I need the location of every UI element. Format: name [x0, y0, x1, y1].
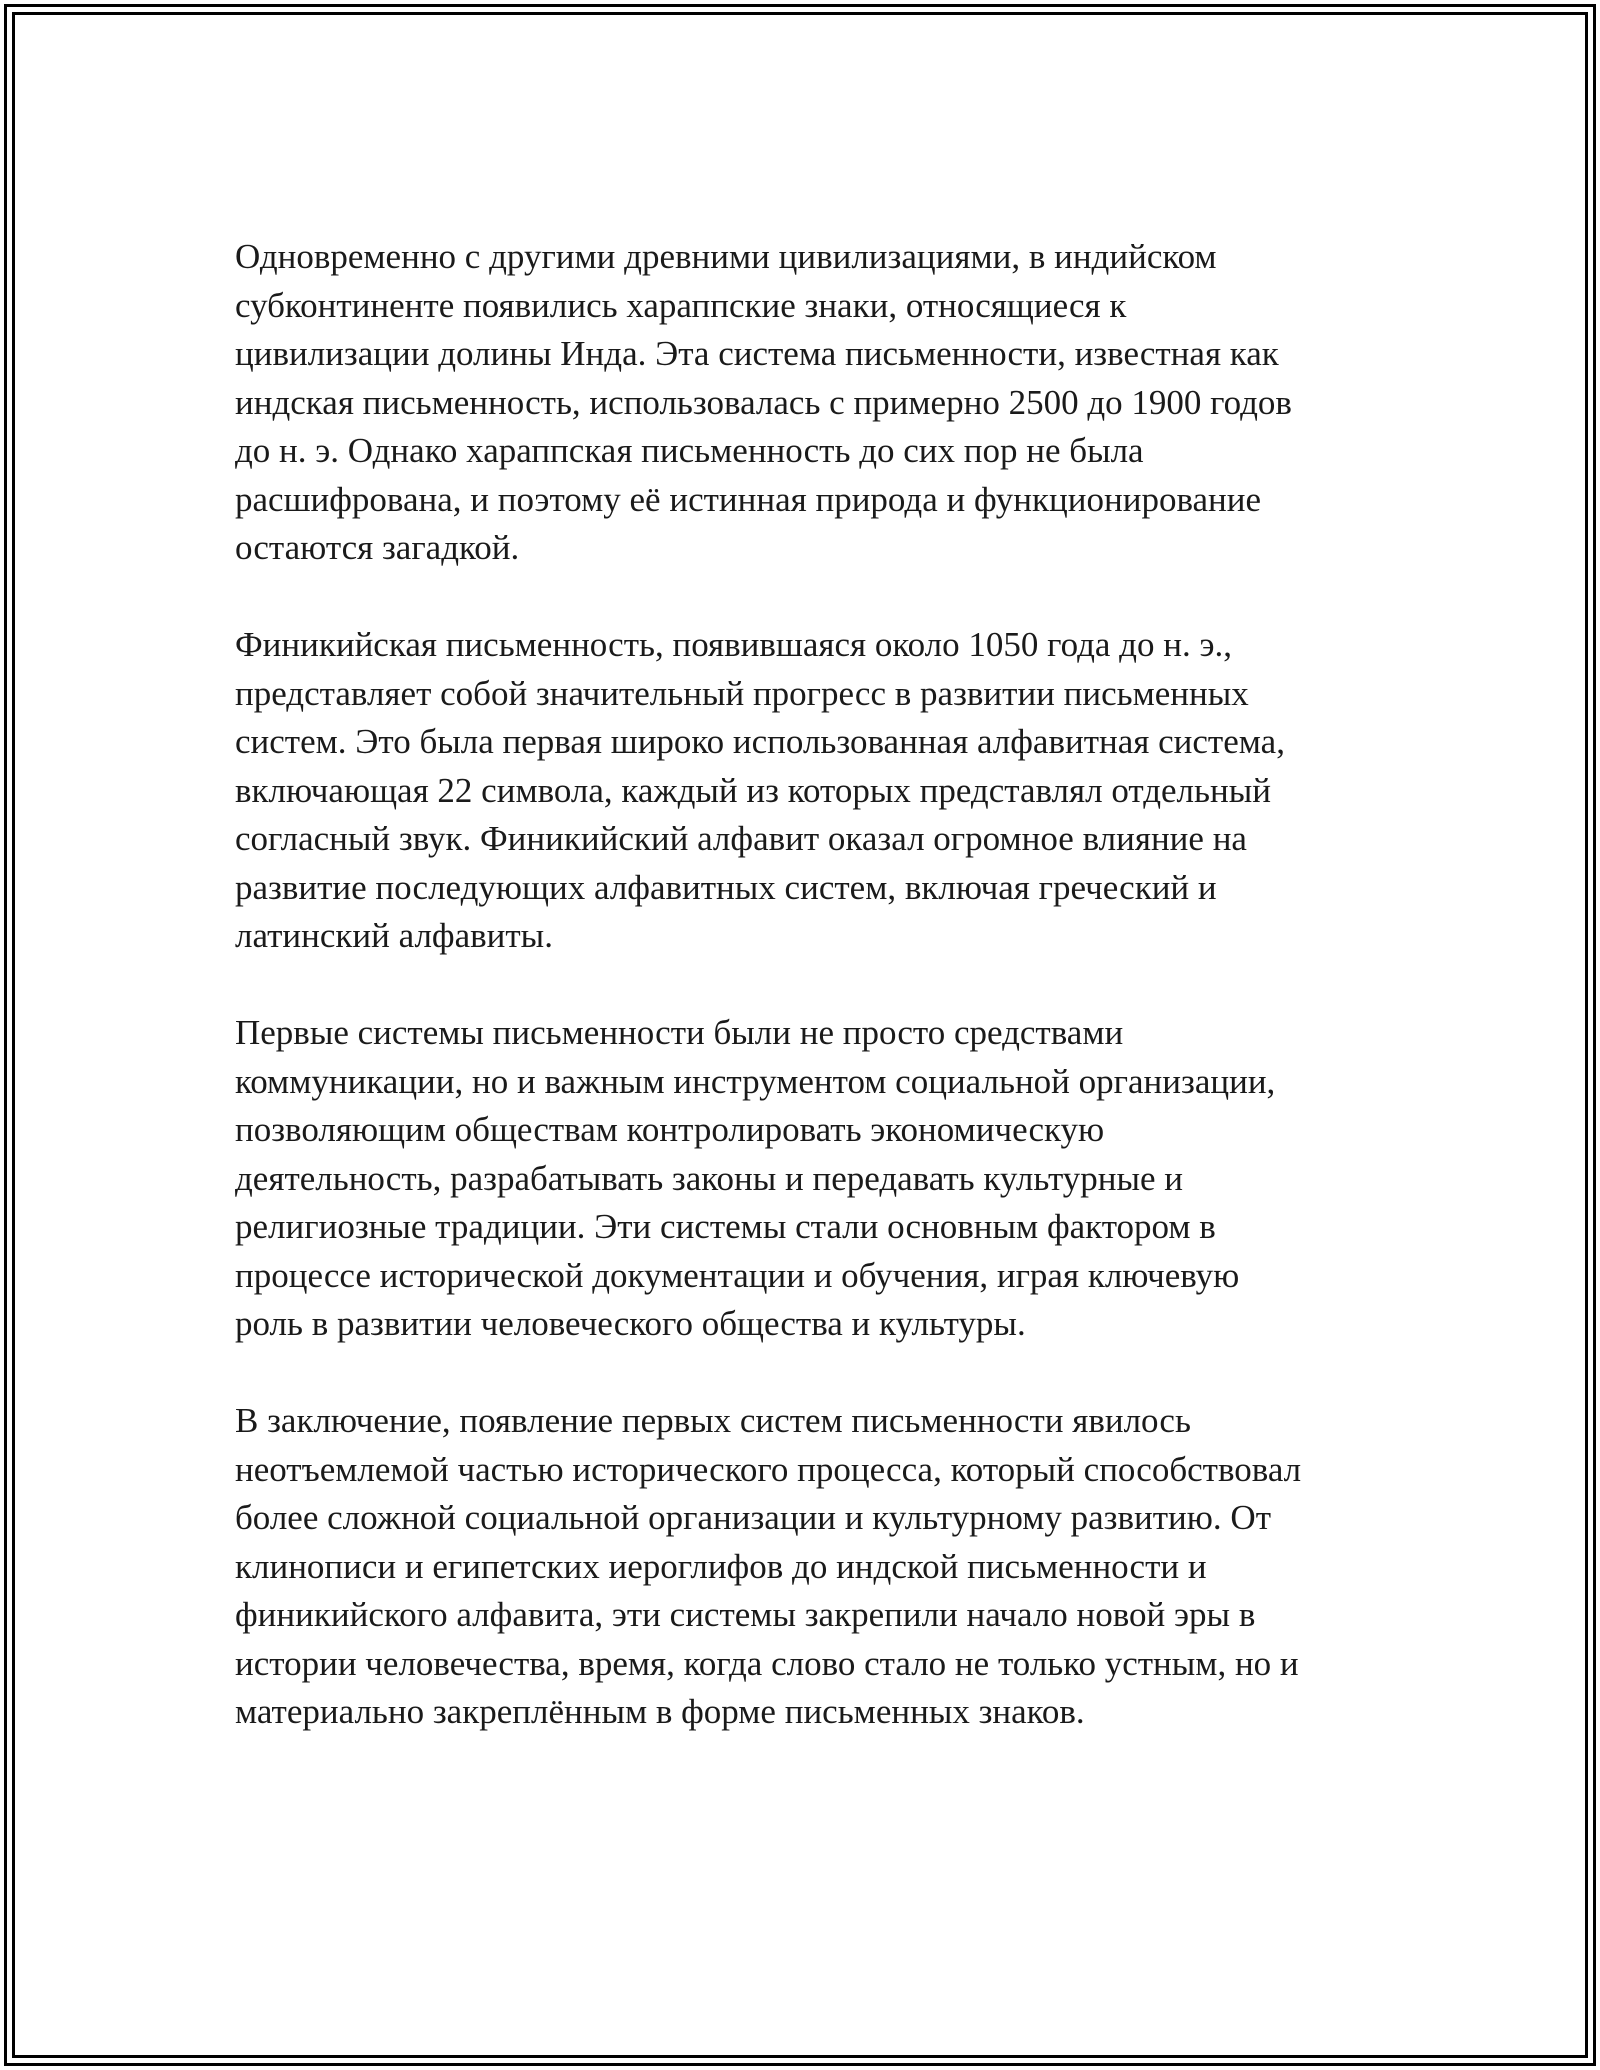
paragraph-phoenician-script: Финикийская письменность, появившаяся около 1050 года до н. э., представляет собой значительный прогресс в развитии письменных систем. Это была первая широко использованная алфавитная система, включающая 22 символа, каждый из которых представлял отдельный согласный звук. Финикийский алфавит оказал огромное влияние на развитие последующих алфавитных систем, включая греческий и латинский алфавиты.: [235, 625, 1285, 955]
paragraph-conclusion: В заключение, появление первых систем письменности явилось неотъемлемой частью исторического процесса, который способствовал более сложной социальной организации и культурному развитию. От клинописи и египетских иероглифов до индской письменности и финикийского алфавита, эти системы закрепили начало новой эры в истории человечества, время, когда слово стало не только устным, но и материально закреплённым в форме письменных знаков.: [235, 1401, 1302, 1731]
document-body: [235, 233, 1370, 1737]
paragraph-social-role: Первые системы письменности были не просто средствами коммуникации, но и важным инструментом социальной организации, позволяющим обществам контролировать экономическую деятельность, разрабатывать законы и передавать культурные и религиозные традиции. Эти системы стали основным фактором в процессе исторической документации и обучения, играя ключевую роль в развитии человеческого общества и культуры.: [235, 1013, 1276, 1343]
paragraph-harappan-script: Одновременно с другими древними цивилизациями, в индийском субконтиненте появились хараппские знаки, относящиеся к цивилизации долины Инда. Эта система письменности, известная как индская письменность, использовалась с примерно 2500 до 1900 годов до н. э. Однако хараппская письменность до сих пор не была расшифрована, и поэтому её истинная природа и функционирование остаются загадкой.: [235, 237, 1292, 567]
